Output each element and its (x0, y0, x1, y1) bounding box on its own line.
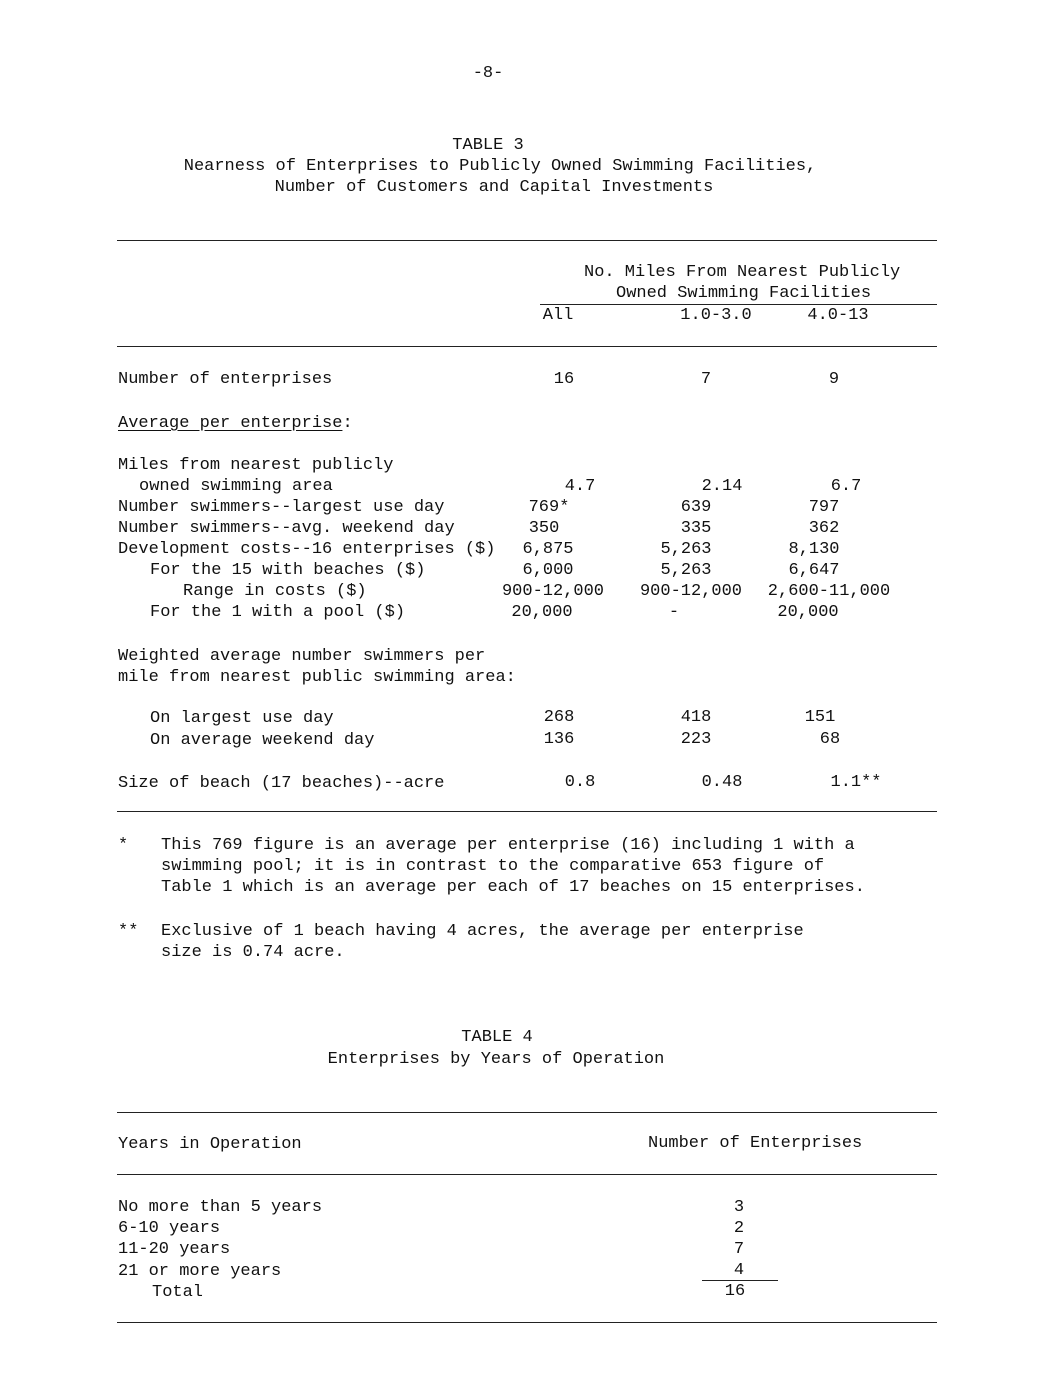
row-miles-far: 6.7 (830, 477, 862, 496)
table4-row-value: 3 (733, 1198, 745, 1217)
row-swim-largest-all: 769* (528, 498, 570, 517)
table4-top-rule (117, 1112, 937, 1113)
table4-col-years: Years in Operation (118, 1135, 302, 1154)
row-beach-size-label: Size of beach (17 beaches)--acre (118, 774, 445, 793)
table3-header-group-line2: Owned Swimming Facilities (616, 284, 872, 303)
row-swim-weekend-label: Number swimmers--avg. weekend day (118, 519, 455, 538)
table4-bottom-rule (117, 1322, 937, 1323)
row-pool-label: For the 1 with a pool ($) (150, 603, 406, 622)
table4-header-bottom-rule (117, 1174, 937, 1175)
row-beaches15-far: 6,647 (788, 561, 840, 580)
table4-row-label: 6-10 years (118, 1219, 221, 1238)
row-w-weekend-all: 136 (543, 730, 575, 749)
row-miles-label: owned swimming area (139, 477, 333, 496)
table3-top-rule (117, 240, 937, 241)
avg-per-enterprise-heading (118, 414, 353, 434)
table4-col-count: Number of Enterprises (648, 1134, 863, 1153)
row-w-weekend-near: 223 (680, 730, 712, 749)
table4-row-label: 21 or more years (118, 1262, 282, 1281)
row-w-largest-all: 268 (543, 708, 575, 727)
row-pool-far: 20,000 (777, 603, 839, 622)
row-swim-largest-label: Number swimmers--largest use day (118, 498, 445, 517)
table4-row-value: 4 (733, 1261, 745, 1280)
row-swim-weekend-all: 350 (528, 519, 560, 538)
row-beach-size-far: 1.1** (830, 773, 882, 792)
table4-total-rule (702, 1280, 778, 1281)
table3-col-far: 4.0-13 (807, 306, 869, 325)
row-w-weekend-far: 68 (819, 730, 841, 749)
row-beaches15-label: For the 15 with beaches ($) (150, 561, 426, 580)
table3-col-near: 1.0-3.0 (680, 306, 752, 325)
row-dev-costs-near: 5,263 (660, 540, 712, 559)
row-pool-all: 20,000 (511, 603, 573, 622)
footnote2-line1: Exclusive of 1 beach having 4 acres, the average per enterprise (161, 922, 804, 941)
row-swim-weekend-far: 362 (808, 519, 840, 538)
table3-bottom-rule (117, 811, 937, 812)
row-dev-costs-label: Development costs--16 enterprises ($) (118, 540, 496, 559)
footnote2-line2: size is 0.74 acre. (161, 943, 345, 962)
row-beaches15-all: 6,000 (522, 561, 574, 580)
footnote2-mark: ** (118, 922, 139, 941)
table4-row-label: No more than 5 years (118, 1198, 323, 1217)
row-w-largest-far: 151 (804, 708, 836, 727)
table3-title-line1: Nearness of Enterprises to Publicly Owned Swimming Facilities, (183, 157, 817, 176)
footnote1-line2: swimming pool; it is in contrast to the comparative 653 figure of (161, 857, 825, 876)
row-miles-near: 2.14 (701, 477, 743, 496)
row-miles-line1: Miles from nearest publicly (118, 456, 394, 475)
table3-title-line2: Number of Customers and Capital Investments (274, 178, 714, 197)
table4-title: Enterprises by Years of Operation (327, 1050, 665, 1069)
row-dev-costs-all: 6,875 (522, 540, 574, 559)
row-num-enterprises-all: 16 (553, 370, 575, 389)
table4-row-label: 11-20 years (118, 1240, 231, 1259)
table3-header-group-line1: No. Miles From Nearest Publicly (584, 263, 901, 282)
table4-row-value: 7 (733, 1240, 745, 1259)
row-num-enterprises-label: Number of enterprises (118, 370, 333, 389)
footnote1-line3: Table 1 which is an average per each of 17 beaches on 15 enterprises. (161, 878, 865, 897)
table4-total-value: 16 (724, 1282, 746, 1301)
footnote1-mark: * (118, 836, 129, 855)
row-range-all: 900-12,000 (501, 582, 605, 601)
page-number: -8- (472, 64, 504, 83)
row-beach-size-all: 0.8 (564, 773, 596, 792)
row-beaches15-near: 5,263 (660, 561, 712, 580)
table4-label: TABLE 4 (461, 1028, 533, 1047)
footnote1-line1: This 769 figure is an average per enterprise (16) including 1 with a (161, 836, 855, 855)
table4-total-label: Total (152, 1283, 204, 1302)
row-swim-weekend-near: 335 (680, 519, 712, 538)
row-w-weekend-label: On average weekend day (150, 731, 375, 750)
table4-row-value: 2 (733, 1219, 745, 1238)
avg-heading-colon: : (342, 414, 353, 433)
weighted-heading-line2: mile from nearest public swimming area: (118, 668, 516, 687)
table3-col-all: All (542, 306, 574, 325)
row-range-near: 900-12,000 (639, 582, 743, 601)
row-pool-near: - (668, 603, 680, 622)
row-w-largest-label: On largest use day (150, 709, 334, 728)
table3-label: TABLE 3 (452, 136, 524, 155)
row-range-far: 2,600-11,000 (767, 582, 891, 601)
row-range-label: Range in costs ($) (183, 582, 367, 601)
row-num-enterprises-far: 9 (828, 370, 840, 389)
table3-header-bottom-rule (117, 346, 937, 347)
row-num-enterprises-near: 7 (700, 370, 712, 389)
row-dev-costs-far: 8,130 (788, 540, 840, 559)
row-miles-all: 4.7 (564, 477, 596, 496)
row-swim-largest-near: 639 (680, 498, 712, 517)
row-w-largest-near: 418 (680, 708, 712, 727)
row-swim-largest-far: 797 (808, 498, 840, 517)
row-beach-size-near: 0.48 (701, 773, 743, 792)
avg-heading-text: Average per enterprise (118, 414, 343, 433)
table3-header-rule (540, 304, 937, 305)
weighted-heading-line1: Weighted average number swimmers per (118, 647, 486, 666)
